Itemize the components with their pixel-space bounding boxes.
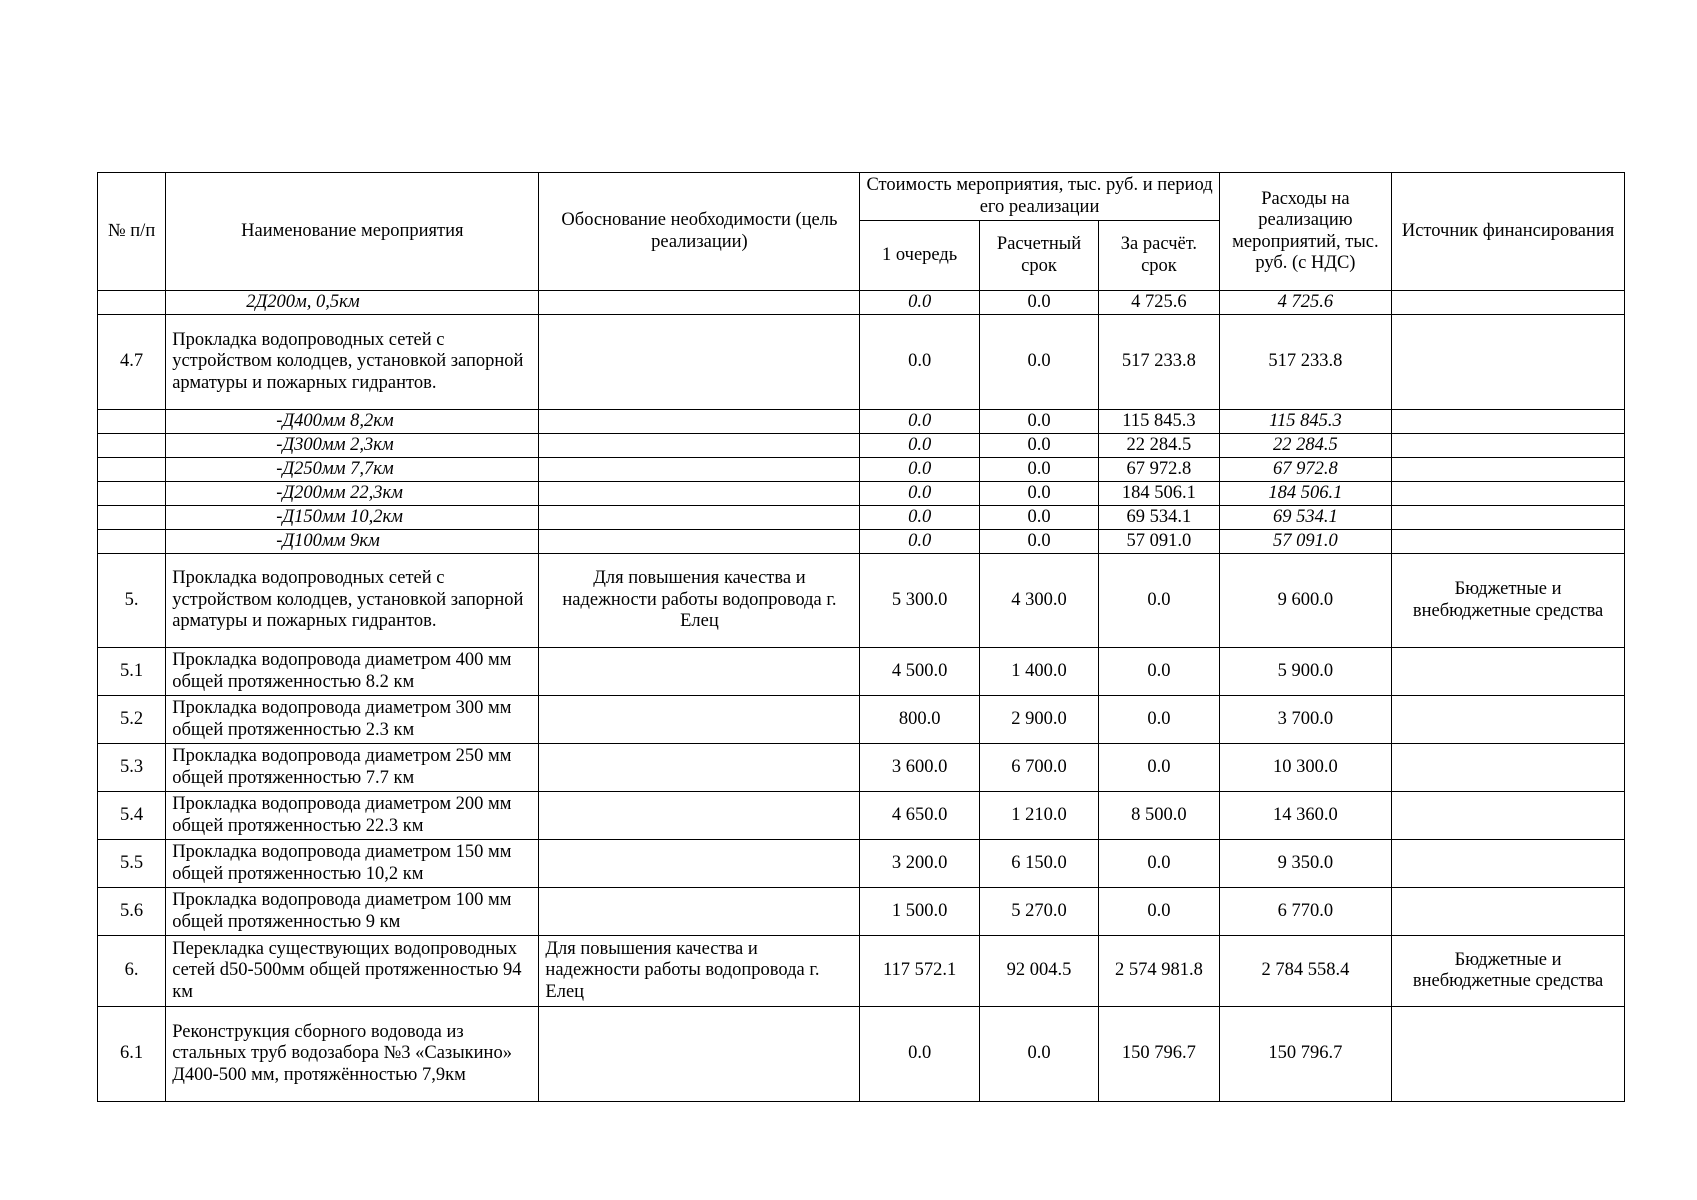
cell-name: Перекладка существующих водопроводных сетей d50-500мм общей протяженностью 94 км xyxy=(166,936,539,1007)
cell-total: 69 534.1 xyxy=(1219,506,1392,530)
cell-beyond: 57 091.0 xyxy=(1099,530,1219,554)
cell-calc: 0.0 xyxy=(979,315,1098,410)
cell-source xyxy=(1392,792,1625,840)
cell-total: 6 770.0 xyxy=(1219,888,1392,936)
cell-source xyxy=(1392,530,1625,554)
cell-name: Прокладка водопровода диаметром 100 мм общей протяженностью 9 км xyxy=(166,888,539,936)
cell-source xyxy=(1392,291,1625,315)
cell-reason xyxy=(539,410,860,434)
table-row xyxy=(98,554,1625,648)
cell-num: 5.5 xyxy=(98,840,166,888)
cell-total: 67 972.8 xyxy=(1219,458,1392,482)
cell-name: Прокладка водопровода диаметром 150 мм общей протяженностью 10,2 км xyxy=(166,840,539,888)
cell-stage1: 117 572.1 xyxy=(860,936,979,1007)
cell-stage1: 0.0 xyxy=(860,291,979,315)
cell-beyond: 8 500.0 xyxy=(1099,792,1219,840)
cell-num: 5.6 xyxy=(98,888,166,936)
cell-beyond: 184 506.1 xyxy=(1099,482,1219,506)
table-row xyxy=(98,291,1625,315)
cell-source xyxy=(1392,482,1625,506)
cell-beyond: 517 233.8 xyxy=(1099,315,1219,410)
cell-num: 5. xyxy=(98,554,166,648)
cell-num: 5.3 xyxy=(98,744,166,792)
cell-stage1: 3 200.0 xyxy=(860,840,979,888)
cell-beyond: 4 725.6 xyxy=(1099,291,1219,315)
cell-name: 2Д200м, 0,5км xyxy=(166,291,539,315)
cell-reason xyxy=(539,648,860,696)
table-row xyxy=(98,696,1625,744)
cell-name: -Д300мм 2,3км xyxy=(166,434,539,458)
cell-num: 5.2 xyxy=(98,696,166,744)
cell-total: 22 284.5 xyxy=(1219,434,1392,458)
cell-total: 10 300.0 xyxy=(1219,744,1392,792)
cell-total: 14 360.0 xyxy=(1219,792,1392,840)
cell-reason xyxy=(539,888,860,936)
cell-stage1: 0.0 xyxy=(860,482,979,506)
cell-calc: 0.0 xyxy=(979,482,1098,506)
cell-stage1: 4 500.0 xyxy=(860,648,979,696)
cell-calc: 92 004.5 xyxy=(979,936,1098,1007)
cell-total: 115 845.3 xyxy=(1219,410,1392,434)
cell-beyond: 0.0 xyxy=(1099,744,1219,792)
cell-total: 2 784 558.4 xyxy=(1219,936,1392,1007)
header-name: Наименование мероприятия xyxy=(166,173,539,291)
cell-reason xyxy=(539,458,860,482)
cell-num: 5.1 xyxy=(98,648,166,696)
cell-name: Прокладка водопровода диаметром 200 мм общей протяженностью 22.3 км xyxy=(166,792,539,840)
cell-reason: Для повышения качества и надежности работы водопровода г. Елец xyxy=(539,936,860,1007)
cell-source xyxy=(1392,696,1625,744)
cell-calc: 6 150.0 xyxy=(979,840,1098,888)
cell-name: Реконструкция сборного водовода из стальных труб водозабора №3 «Сазыкино» Д400-500 мм, протяжённостью 7,9км xyxy=(166,1007,539,1102)
measures-table xyxy=(97,172,1625,1102)
cell-stage1: 0.0 xyxy=(860,506,979,530)
cell-total: 3 700.0 xyxy=(1219,696,1392,744)
cell-num xyxy=(98,506,166,530)
cell-num xyxy=(98,530,166,554)
table-row xyxy=(98,434,1625,458)
cell-calc: 0.0 xyxy=(979,1007,1098,1102)
header-reason: Обоснование необходимости (цель реализации) xyxy=(539,173,860,291)
cell-beyond: 67 972.8 xyxy=(1099,458,1219,482)
cell-stage1: 0.0 xyxy=(860,315,979,410)
cell-source xyxy=(1392,744,1625,792)
cell-stage1: 800.0 xyxy=(860,696,979,744)
cell-calc: 4 300.0 xyxy=(979,554,1098,648)
cell-reason xyxy=(539,840,860,888)
cell-reason xyxy=(539,434,860,458)
cell-stage1: 0.0 xyxy=(860,434,979,458)
table-row xyxy=(98,410,1625,434)
cell-reason xyxy=(539,696,860,744)
cell-reason xyxy=(539,792,860,840)
cell-stage1: 1 500.0 xyxy=(860,888,979,936)
header-cost-group: Стоимость мероприятия, тыс. руб. и период его реализации xyxy=(860,173,1219,221)
cell-calc: 1 210.0 xyxy=(979,792,1098,840)
cell-calc: 6 700.0 xyxy=(979,744,1098,792)
cell-calc: 5 270.0 xyxy=(979,888,1098,936)
header-expenses: Расходы на реализацию мероприятий, тыс. руб. (с НДС) xyxy=(1219,173,1392,291)
cell-calc: 0.0 xyxy=(979,410,1098,434)
table-row xyxy=(98,840,1625,888)
cell-reason xyxy=(539,1007,860,1102)
cell-beyond: 0.0 xyxy=(1099,554,1219,648)
cell-reason xyxy=(539,291,860,315)
cell-reason xyxy=(539,744,860,792)
cell-calc: 0.0 xyxy=(979,506,1098,530)
cell-name: -Д250мм 7,7км xyxy=(166,458,539,482)
table-row xyxy=(98,792,1625,840)
cell-stage1: 5 300.0 xyxy=(860,554,979,648)
cell-stage1: 4 650.0 xyxy=(860,792,979,840)
cell-stage1: 0.0 xyxy=(860,530,979,554)
cell-reason: Для повышения качества и надежности работы водопровода г. Елец xyxy=(539,554,860,648)
cell-calc: 0.0 xyxy=(979,434,1098,458)
header-num: № п/п xyxy=(98,173,166,291)
cell-stage1: 0.0 xyxy=(860,458,979,482)
cell-source xyxy=(1392,648,1625,696)
cell-total: 517 233.8 xyxy=(1219,315,1392,410)
cell-num: 5.4 xyxy=(98,792,166,840)
cell-source xyxy=(1392,315,1625,410)
cell-source: Бюджетные и внебюджетные средства xyxy=(1392,554,1625,648)
table-row xyxy=(98,530,1625,554)
cell-total: 4 725.6 xyxy=(1219,291,1392,315)
cell-name: Прокладка водопровода диаметром 250 мм общей протяженностью 7.7 км xyxy=(166,744,539,792)
cell-num xyxy=(98,458,166,482)
table-row xyxy=(98,506,1625,530)
cell-num xyxy=(98,291,166,315)
cell-num xyxy=(98,434,166,458)
cell-source xyxy=(1392,506,1625,530)
cell-total: 9 350.0 xyxy=(1219,840,1392,888)
cell-reason xyxy=(539,506,860,530)
table-row xyxy=(98,648,1625,696)
cell-total: 150 796.7 xyxy=(1219,1007,1392,1102)
cell-stage1: 0.0 xyxy=(860,410,979,434)
cell-calc: 0.0 xyxy=(979,458,1098,482)
cell-beyond: 0.0 xyxy=(1099,840,1219,888)
cell-calc: 1 400.0 xyxy=(979,648,1098,696)
cell-beyond: 0.0 xyxy=(1099,648,1219,696)
cell-beyond: 2 574 981.8 xyxy=(1099,936,1219,1007)
header-beyond: За расчёт. срок xyxy=(1099,221,1219,291)
cell-calc: 2 900.0 xyxy=(979,696,1098,744)
cell-beyond: 0.0 xyxy=(1099,696,1219,744)
cell-num: 4.7 xyxy=(98,315,166,410)
cell-reason xyxy=(539,482,860,506)
cell-source xyxy=(1392,888,1625,936)
cell-name: -Д200мм 22,3км xyxy=(166,482,539,506)
cell-name: -Д150мм 10,2км xyxy=(166,506,539,530)
table-row xyxy=(98,315,1625,410)
cell-reason xyxy=(539,315,860,410)
cell-total: 57 091.0 xyxy=(1219,530,1392,554)
cell-source xyxy=(1392,840,1625,888)
cell-name: Прокладка водопроводных сетей с устройством колодцев, установкой запорной арматуры и пожарных гидрантов. xyxy=(166,315,539,410)
cell-source: Бюджетные и внебюджетные средства xyxy=(1392,936,1625,1007)
cell-stage1: 3 600.0 xyxy=(860,744,979,792)
cell-beyond: 150 796.7 xyxy=(1099,1007,1219,1102)
cell-num: 6.1 xyxy=(98,1007,166,1102)
header-calc: Расчетный срок xyxy=(979,221,1098,291)
cell-calc: 0.0 xyxy=(979,291,1098,315)
table-row xyxy=(98,744,1625,792)
cell-reason xyxy=(539,530,860,554)
table-row xyxy=(98,936,1625,1007)
table-row xyxy=(98,1007,1625,1102)
cell-beyond: 69 534.1 xyxy=(1099,506,1219,530)
cell-num: 6. xyxy=(98,936,166,1007)
cell-name: Прокладка водопроводных сетей с устройством колодцев, установкой запорной арматуры и пожарных гидрантов. xyxy=(166,554,539,648)
cell-beyond: 22 284.5 xyxy=(1099,434,1219,458)
cell-beyond: 115 845.3 xyxy=(1099,410,1219,434)
header-source: Источник финансирования xyxy=(1392,173,1625,291)
cell-name: -Д400мм 8,2км xyxy=(166,410,539,434)
table-row xyxy=(98,458,1625,482)
cell-stage1: 0.0 xyxy=(860,1007,979,1102)
cell-name: Прокладка водопровода диаметром 400 мм общей протяженностью 8.2 км xyxy=(166,648,539,696)
table-row xyxy=(98,482,1625,506)
cell-calc: 0.0 xyxy=(979,530,1098,554)
cell-source xyxy=(1392,434,1625,458)
cell-beyond: 0.0 xyxy=(1099,888,1219,936)
header-stage1: 1 очередь xyxy=(860,221,979,291)
cell-total: 5 900.0 xyxy=(1219,648,1392,696)
cell-source xyxy=(1392,410,1625,434)
table-row xyxy=(98,888,1625,936)
cell-num xyxy=(98,482,166,506)
cell-total: 9 600.0 xyxy=(1219,554,1392,648)
cell-name: Прокладка водопровода диаметром 300 мм общей протяженностью 2.3 км xyxy=(166,696,539,744)
cell-num xyxy=(98,410,166,434)
cell-source xyxy=(1392,458,1625,482)
cell-name: -Д100мм 9км xyxy=(166,530,539,554)
cell-source xyxy=(1392,1007,1625,1102)
cell-total: 184 506.1 xyxy=(1219,482,1392,506)
